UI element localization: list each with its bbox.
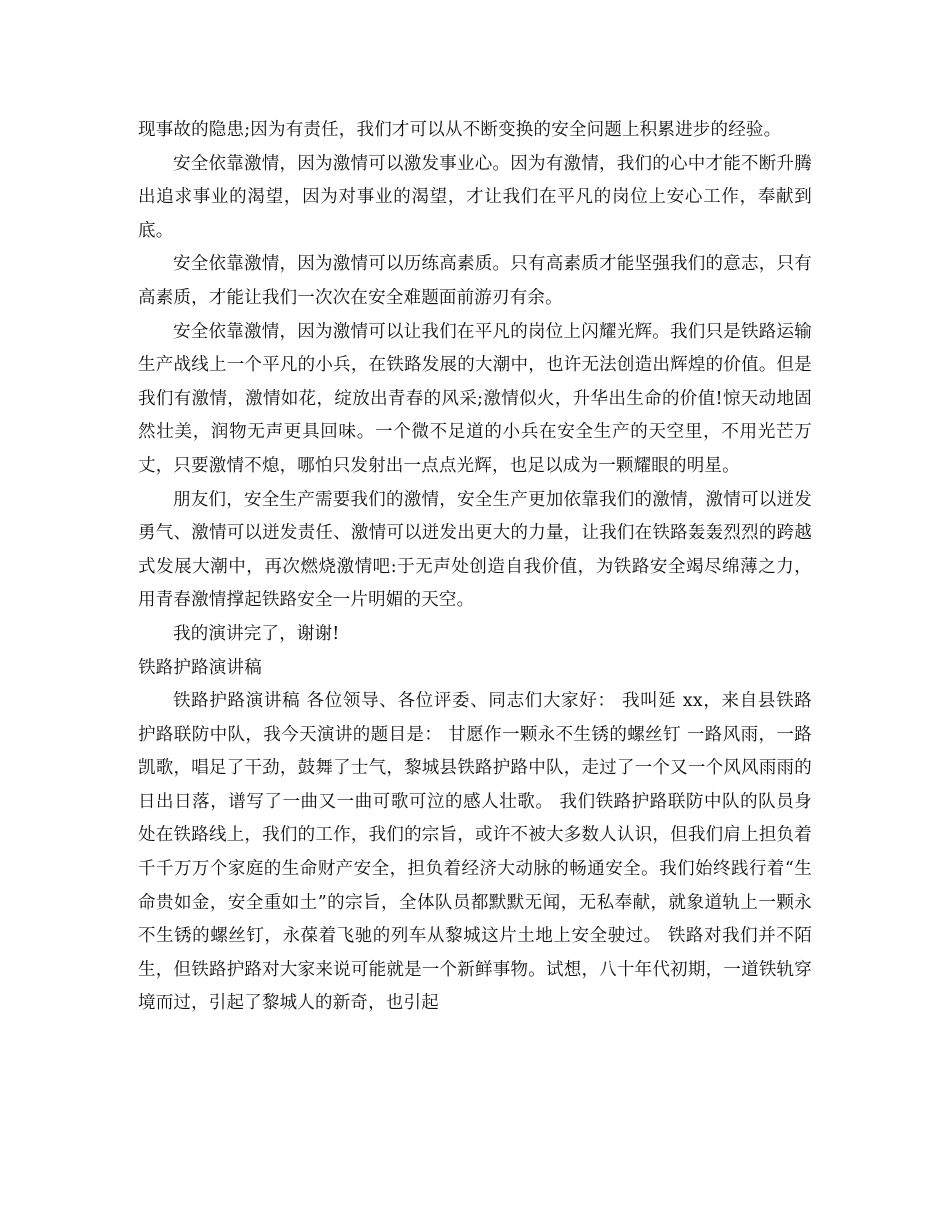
paragraph-1: 现事故的隐患;因为有责任，我们才可以从不断变换的安全问题上积累进步的经验。 bbox=[138, 120, 782, 140]
paragraph-5: 朋友们，安全生产需要我们的激情，安全生产更加依靠我们的激情，激情可以迸发勇气、激情可以迸发责任、激情可以迸发出更大的力量，让我们在铁路轰轰烈烈的跨越式发展大潮中，再次燃烧激情吧:于无声处创造自我价值，为铁路安全竭尽绵薄之力，用青春激情撑起铁路安全一片明媚的天空。 bbox=[138, 489, 812, 611]
paragraph-3: 安全依靠激情，因为激情可以历练高素质。只有高素质才能坚强我们的意志，只有高素质，才能让我们一次次在安全难题面前游刃有余。 bbox=[138, 254, 812, 308]
paragraph-7: 铁路护路演讲稿 各位领导、各位评委、同志们大家好： 我叫延 xx，来自县铁路护路联防中队，我今天演讲的题目是： 甘愿作一颗永不生锈的螺丝钉 一路风雨，一路凯歌，唱足了干劲，鼓舞了士气，黎城县铁路护路中队，走过了一个又一个风风雨雨的日出日落，谱写了一曲又一曲可歌可泣的感人壮歌。 我们铁路护路联防中队的队员身处在铁路线上，我们的工作，我们的宗旨，或许不被大多数人认识，但我们肩上担负着千千万万个家庭的生命财产安全，担负着经济大动脉的畅通安全。我们始终践行着“生命贵如金，安全重如土”的宗旨，全体队员都默默无闻，无私奉献，就象道轨上一颗永不生锈的螺丝钉，永葆着飞驰的列车从黎城这片土地上安全驶过。 铁路对我们并不陌生，但铁路护路对大家来说可能就是一个新鲜事物。试想，八十年代初期，一道铁轨穿境而过，引起了黎城人的新奇，也引起 bbox=[138, 691, 812, 1014]
document-body bbox=[138, 114, 812, 1021]
paragraph-4: 安全依靠激情，因为激情可以让我们在平凡的岗位上闪耀光辉。我们只是铁路运输生产战线上一个平凡的小兵，在铁路发展的大潮中，也许无法创造出辉煌的价值。但是我们有激情，激情如花，绽放出青春的风采;激情似火，升华出生命的价值!惊天动地固然壮美，润物无声更具回味。一个微不足道的小兵在安全生产的天空里，不用光芒万丈，只要激情不熄，哪怕只发射出一点点光辉，也足以成为一颗耀眼的明星。 bbox=[138, 321, 812, 476]
paragraph-6: 我的演讲完了，谢谢! bbox=[173, 623, 340, 644]
paragraph-2: 安全依靠激情，因为激情可以激发事业心。因为有激情，我们的心中才能不断升腾出追求事业的渴望，因为对事业的渴望，才让我们在平凡的岗位上安心工作，奉献到底。 bbox=[138, 153, 812, 241]
section-heading: 铁路护路演讲稿 bbox=[138, 657, 262, 678]
